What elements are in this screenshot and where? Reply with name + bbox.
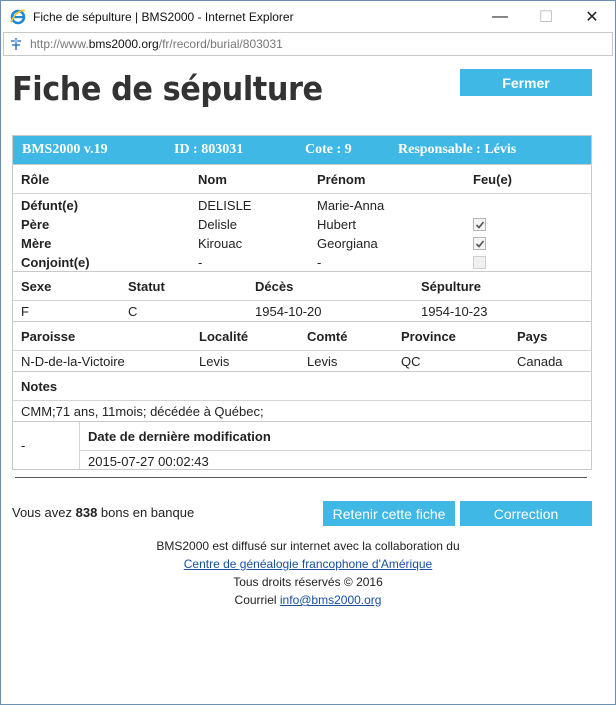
notes-text: CMM;71 ans, 11mois; décédée à Québec;	[21, 404, 264, 419]
value-pays: Canada	[517, 354, 563, 369]
role-conjoint: Conjoint(e)	[21, 255, 90, 270]
divider	[13, 400, 591, 401]
column-divider	[79, 422, 80, 469]
nom-pere: Delisle	[198, 217, 238, 232]
checkmark-icon	[475, 239, 485, 249]
separator-line	[15, 477, 587, 478]
value-paroisse: N-D-de-la-Victoire	[21, 354, 125, 369]
page-title: Fiche de sépulture	[12, 69, 323, 108]
col-header-deces: Décès	[255, 279, 294, 294]
value-sepulture: 1954-10-23	[421, 304, 488, 319]
bank-balance	[12, 505, 194, 520]
col-header-role: Rôle	[21, 172, 50, 187]
nom-conjoint: -	[198, 255, 203, 270]
correction-button[interactable]: Correction	[460, 501, 592, 526]
keep-record-button[interactable]: Retenir cette fiche	[323, 501, 455, 526]
email-link[interactable]: info@bms2000.org	[279, 593, 382, 607]
record-header	[13, 136, 591, 164]
feu-conjoint-checkbox[interactable]	[473, 256, 486, 269]
footer-contact	[3, 591, 613, 609]
col-header-sexe: Sexe	[21, 279, 52, 294]
vitals-section	[13, 271, 591, 321]
notes-label: Notes	[21, 379, 58, 394]
value-sexe: F	[21, 304, 29, 319]
record-responsable: Responsable : Lévis	[398, 142, 517, 157]
record-version: BMS2000 v.19	[22, 142, 108, 157]
role-mere: Mère	[21, 236, 52, 251]
record-table	[12, 135, 592, 470]
record-cote: Cote : 9	[305, 142, 352, 157]
footer	[3, 537, 613, 609]
bank-count: 838	[75, 505, 98, 520]
col-header-prenom: Prénom	[317, 172, 366, 187]
contact-label: Courriel	[234, 593, 280, 607]
value-statut: C	[128, 304, 138, 319]
col-header-sepulture: Sépulture	[421, 279, 481, 294]
nom-mere: Kirouac	[198, 236, 243, 251]
value-deces: 1954-10-20	[255, 304, 322, 319]
window-title: Fiche de sépulture | BMS2000 - Internet Explorer	[33, 9, 294, 24]
role-pere: Père	[21, 217, 50, 232]
col-header-feu: Feu(e)	[473, 172, 512, 187]
col-header-province: Province	[401, 329, 456, 344]
minimize-button[interactable]: —	[492, 7, 508, 25]
col-header-statut: Statut	[128, 279, 165, 294]
url-text[interactable]	[30, 37, 283, 51]
divider	[79, 450, 591, 451]
url-domain: bms2000.org	[88, 37, 159, 51]
col-header-pays: Pays	[517, 329, 548, 344]
maximize-button[interactable]: ☐	[538, 8, 554, 26]
url-path: /fr/record/burial/803031	[158, 37, 283, 51]
col-header-localite: Localité	[199, 329, 249, 344]
value-province: QC	[401, 354, 421, 369]
value-comte: Levis	[307, 354, 338, 369]
modification-left-value: -	[21, 438, 26, 453]
modification-label: Date de dernière modification	[88, 429, 271, 444]
record-id: ID : 803031	[174, 142, 244, 157]
url-prefix: http://www.	[30, 37, 89, 51]
close-window-button[interactable]: ✕	[585, 8, 599, 26]
bank-suffix: bons en banque	[97, 505, 195, 520]
close-record-button[interactable]: Fermer	[460, 69, 592, 96]
prenom-defunt: Marie-Anna	[317, 198, 385, 213]
feu-pere-checkbox[interactable]	[473, 218, 486, 231]
site-icon	[8, 36, 24, 52]
address-bar[interactable]	[3, 32, 613, 56]
prenom-conjoint: -	[317, 255, 322, 270]
nom-defunt: DELISLE	[198, 198, 252, 213]
col-header-paroisse: Paroisse	[21, 329, 76, 344]
footer-copyright: Tous droits réservés © 2016	[233, 575, 383, 589]
notes-section	[13, 371, 591, 421]
value-localite: Levis	[199, 354, 230, 369]
people-section	[13, 164, 591, 271]
prenom-pere: Hubert	[317, 217, 357, 232]
checkmark-icon	[475, 220, 485, 230]
col-header-comte: Comté	[307, 329, 348, 344]
page-content	[3, 59, 613, 702]
internet-explorer-icon	[9, 8, 27, 26]
modification-date: 2015-07-27 00:02:43	[88, 454, 209, 469]
bank-prefix: Vous avez	[12, 505, 76, 520]
feu-mere-checkbox[interactable]	[473, 237, 486, 250]
divider	[13, 350, 591, 351]
footer-collaboration-text: BMS2000 est diffusé sur internet avec la collaboration du	[156, 539, 460, 553]
role-defunt: Défunt(e)	[21, 198, 79, 213]
centre-genealogie-link[interactable]: Centre de généalogie francophone d'Amérique	[183, 557, 433, 571]
modification-section	[13, 421, 591, 469]
location-section	[13, 321, 591, 371]
divider	[13, 300, 591, 301]
col-header-nom: Nom	[198, 172, 227, 187]
prenom-mere: Georgiana	[317, 236, 378, 251]
title-bar	[1, 1, 615, 32]
divider	[13, 193, 591, 194]
